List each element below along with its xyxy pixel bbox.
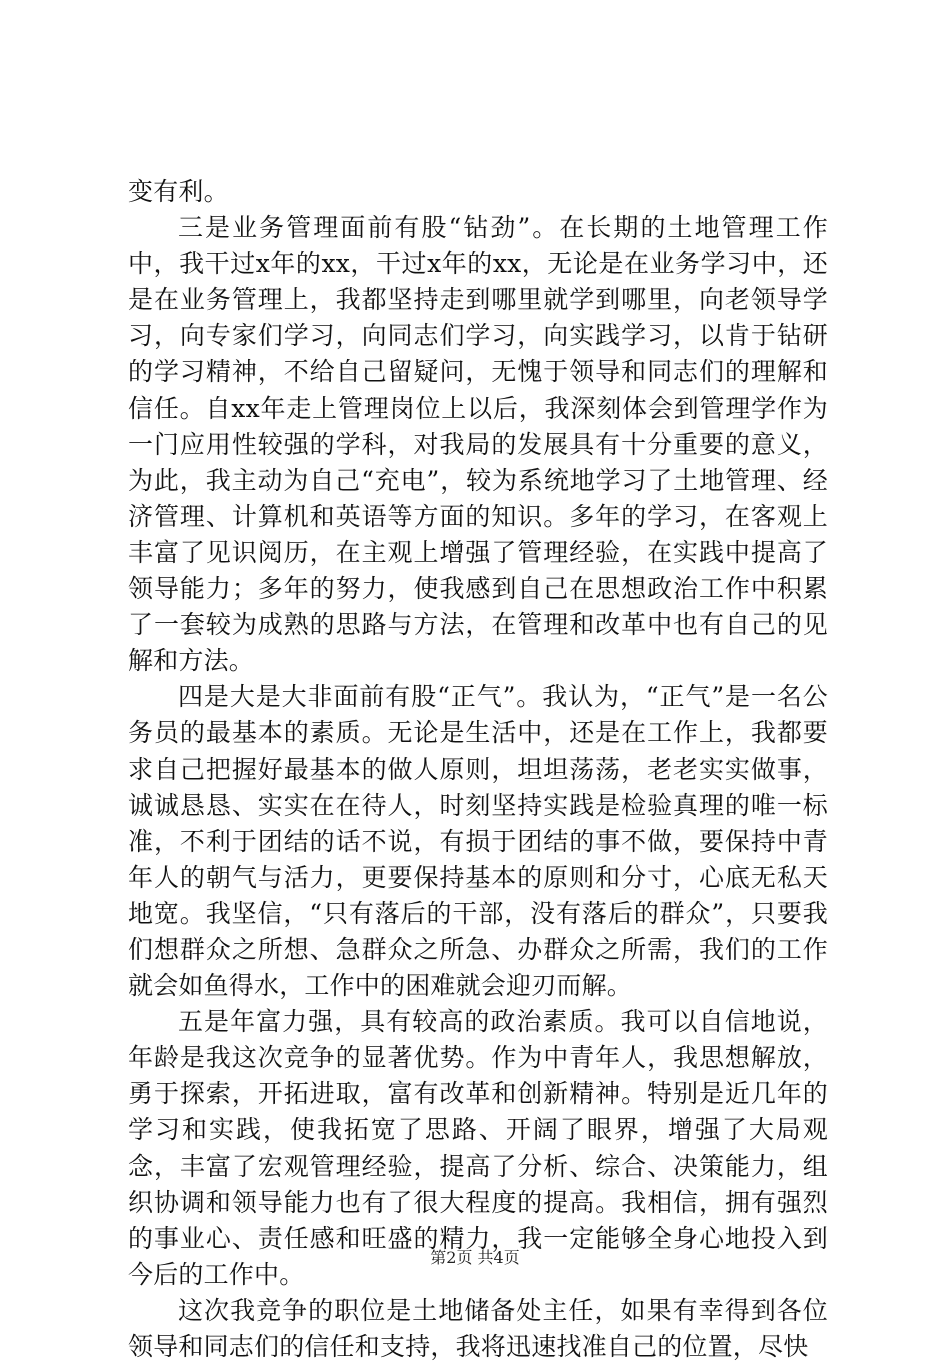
document-body (128, 174, 828, 1365)
paragraph-youth-advantage: 五是年富力强，具有较高的政治素质。我可以自信地说，年龄是我这次竞争的显著优势。作为中青年人，我思想解放，勇于探索，开拓进取，富有改革和创新精神。特别是近几年的学习和实践，使我拓宽了思路、开阔了眼界，增强了大局观念，丰富了宏观管理经验，提高了分析、综合、决策能力，组织协调和领导能力也有了很大程度的提高。我相信，拥有强烈的事业心、责任感和旺盛的精力，我一定能够全身心地投入到今后的工作中。 (128, 1007, 828, 1289)
page-number-footer: 第2页 共4页 (430, 1248, 520, 1267)
paragraph-position-goal: 这次我竞争的职位是土地储备处主任，如果有幸得到各位领导和同志们的信任和支持，我将迅速找准自己的位置，尽快 (128, 1295, 828, 1361)
paragraph-continuation: 变有利。 (128, 177, 229, 206)
paragraph-integrity: 四是大是大非面前有股“正气”。我认为，“正气”是一名公务员的最基本的素质。无论是生活中，还是在工作上，我都要求自己把握好最基本的做人原则，坦坦荡荡，老老实实做事，诚诚恳恳、实实在在待人，时刻坚持实践是检验真理的唯一标准，不利于团结的话不说，有损于团结的事不做，要保持中青年人的朝气与活力，更要保持基本的原则和分寸，心底无私天地宽。我坚信，“只有落后的干部，没有落后的群众”，只要我们想群众之所想、急群众之所急、办群众之所需，我们的工作就会如鱼得水，工作中的困难就会迎刃而解。 (128, 682, 828, 1001)
paragraph-business-management: 三是业务管理面前有股“钻劲”。在长期的土地管理工作中，我干过x年的xx，干过x年的xx，无论是在业务学习中，还是在业务管理上，我都坚持走到哪里就学到哪里，向老领导学习，向专家们学习，向同志们学习，向实践学习，以肯于钻研的学习精神，不给自己留疑问，无愧于领导和同志们的理解和信任。自xx年走上管理岗位上以后，我深刻体会到管理学作为一门应用性较强的学科，对我局的发展具有十分重要的意义，为此，我主动为自己“充电”，较为系统地学习了土地管理、经济管理、计算机和英语等方面的知识。多年的学习，在客观上丰富了见识阅历，在主观上增强了管理经验，在实践中提高了领导能力；多年的努力，使我感到自己在思想政治工作中积累了一套较为成熟的思路与方法，在管理和改革中也有自己的见解和方法。 (128, 213, 828, 676)
